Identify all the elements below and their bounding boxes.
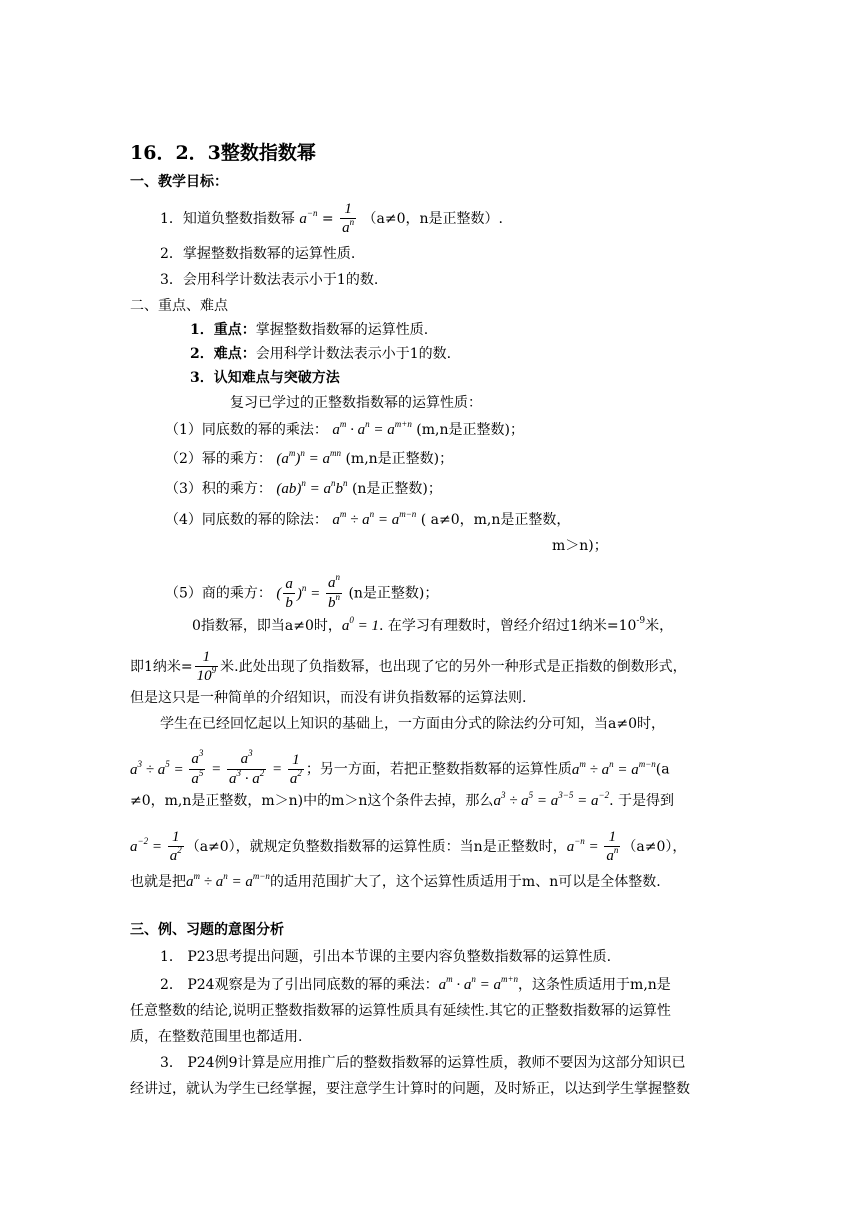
keypoint-3: 3．认知难点与突破方法 — [190, 370, 340, 386]
rule-4: （4）同底数的幂的除法： $a^m \div a^n = a^{m-n}$ ( a≠0，m,n是正整数， — [165, 509, 571, 528]
nanometer-line: 即1纳米= $\frac{1}{10^9}$ 米.此处出现了负指数幂，也出现了它的另外一种形式是正指数的倒数形式， — [130, 649, 687, 684]
paragraph-line: 任意整数的结论,说明正整数指数幂的运算性质具有延续性.其它的正整数指数幂的运算性 — [130, 1003, 671, 1019]
rule-3: （3）积的乘方： $(ab)^n = a^nb^n$ (n是正整数)； — [165, 478, 442, 497]
rule-4-cont: m＞n)； — [552, 538, 608, 554]
paragraph-line: ≠0，m,n是正整数，m＞n)中的m＞n这个条件去掉，那么$a^3 \div a^5 = a^{3-5} = a^{-2}$. 于是得到 — [130, 790, 674, 809]
zero-exponent-line: 0指数幂，即当a≠0时，$a^0 = 1$. 在学习有理数时，曾经介绍过1纳米$=10^{-9}$米， — [192, 615, 674, 634]
objective-3: 3．会用科学计数法表示小于1的数. — [160, 272, 379, 288]
paragraph-line: 质，在整数范围里也都适用. — [130, 1029, 303, 1045]
objective-2: 2．掌握整数指数幂的运算性质. — [160, 246, 356, 262]
rule-5: （5）商的乘方： ( $\frac{a}{b}$ )$^n$ = $\frac{a^n}{b^n}$ (n是正整数)； — [165, 572, 439, 611]
page-title: 16．2．3整数指数幂 — [130, 142, 316, 164]
rule-1: （1）同底数的幂的乘法： $a^m \cdot a^n = a^{m+n}$ (m,n是正整数)； — [165, 419, 524, 438]
paragraph-line: 但是这只是一种简单的介绍知识，而没有讲负指数幂的运算法则. — [130, 690, 527, 706]
paragraph-line: 学生在已经回忆起以上知识的基础上，一方面由分式的除法约分可知，当a≠0时， — [160, 716, 665, 732]
section-heading-objectives: 一、教学目标： — [130, 174, 228, 190]
section-heading-examples: 三、例、习题的意图分析 — [130, 922, 284, 938]
paragraph-line: 经讲过，就认为学生已经掌握，要注意学生计算时的问题，及时矫正，以达到学生掌握整数 — [130, 1081, 690, 1097]
section-heading-keypoints: 二、重点、难点 — [130, 298, 228, 314]
example-2: 2． P24观察是为了引出同底数的幂的乘法：$a^m \cdot a^n = a^{m+n}$，这条性质适用于m,n是 — [160, 974, 671, 993]
review-intro: 复习已学过的正整数指数幂的运算性质： — [230, 395, 482, 411]
negative-exponent-line: $a^{-2}$ = $\frac{1}{a^2}$ （a≠0），就规定负整数指数幂的运算性质：当n是正整数时，$a^{-n}$ = $\frac{1}{a^n}$ （a≠0）， — [130, 829, 687, 864]
objective-1: 1．知道负整数指数幂 $a^{-n}$ = $\frac{1}{a^n}$ （a≠0，n是正整数）. — [160, 201, 503, 236]
derivation-line: $a^3 \div a^5$ = $\frac{a^3}{a^5}$ = $\frac{a^3}{a^3 \cdot a^2}$ = $\frac{1}{a^2}$ ；另一方面，若把正整数指数幂的运算性质$a^m \div a^n = a^{m-n}(a$ — [130, 748, 670, 787]
paragraph-line: 也就是把$a^m \div a^n = a^{m-n}$的适用范围扩大了，这个运算性质适用于m、n可以是全体整数. — [130, 871, 661, 890]
keypoint-2: 2．难点：会用科学计数法表示小于1的数. — [190, 346, 452, 362]
example-1: 1． P23思考提出问题，引出本节课的主要内容负整数指数幂的运算性质. — [160, 949, 612, 965]
rule-2: （2）幂的乘方： $(a^m)^n = a^{mn}$ (m,n是正整数)； — [165, 448, 454, 467]
keypoint-1: 1．重点：掌握整数指数幂的运算性质. — [190, 322, 429, 338]
example-3: 3． P24例9计算是应用推广后的整数指数幂的运算性质，教师不要因为这部分知识已 — [160, 1055, 686, 1071]
